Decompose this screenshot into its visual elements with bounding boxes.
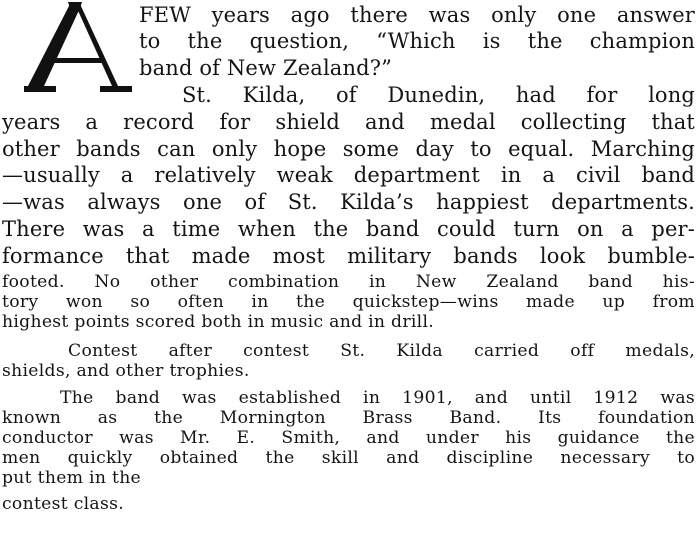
text-line-13: highest points scored both in music and in drill.: [2, 312, 435, 332]
text-line-7: —usually a relatively weak department in a civil band: [2, 163, 695, 187]
text-line-20: put them in the: [2, 468, 142, 488]
drop-cap-a-icon: [24, 0, 132, 96]
text-line-17: known as the Mornington Brass Band. Its foundation: [2, 408, 695, 428]
text-line-21: contest class.: [2, 494, 124, 514]
text-line-1: FEW years ago there was only one answer: [139, 3, 695, 27]
text-line-14: Contest after contest St. Kilda carried off medals,: [68, 341, 695, 361]
text-line-8: —was always one of St. Kilda’s happiest departments.: [2, 190, 695, 214]
text-line-18: conductor was Mr. E. Smith, and under his guidance the: [2, 428, 695, 448]
text-line-9: There was a time when the band could turn on a per-: [2, 217, 695, 241]
text-line-10: formance that made most military bands look bumble-: [2, 244, 695, 268]
text-line-5: years a record for shield and medal collecting that: [2, 110, 695, 134]
text-line-12: tory won so often in the quickstep—wins made up from: [2, 292, 695, 312]
text-line-11: footed. No other combination in New Zealand band his-: [2, 272, 695, 292]
text-line-4: St. Kilda, of Dunedin, had for long: [182, 83, 695, 107]
text-line-15: shields, and other trophies.: [2, 361, 250, 381]
text-line-6: other bands can only hope some day to equal. Marching: [2, 137, 695, 161]
text-line-2: to the question, “Which is the champion: [139, 29, 695, 53]
text-line-19: men quickly obtained the skill and discipline necessary to: [2, 448, 695, 468]
drop-cap: [24, 0, 132, 96]
text-line-16: The band was established in 1901, and until 1912 was: [60, 388, 695, 408]
text-line-3: band of New Zealand?”: [139, 56, 393, 80]
